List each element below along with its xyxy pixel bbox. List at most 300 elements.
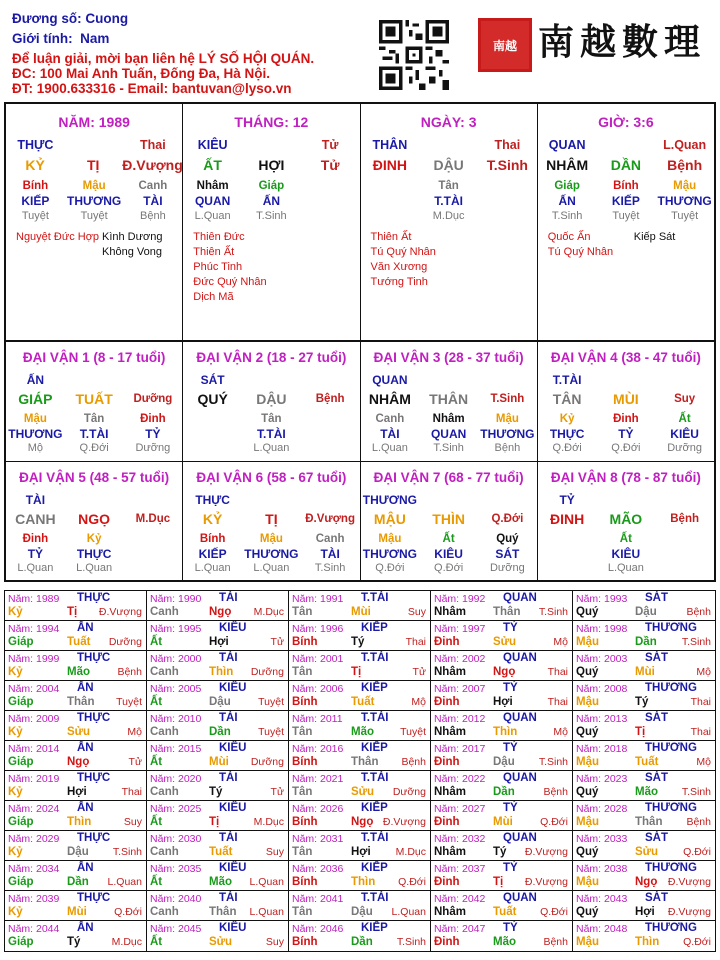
hidden-stem: Ất	[619, 533, 632, 545]
year-phase: Suy	[123, 816, 142, 828]
year-phase: T.Sinh	[538, 606, 568, 618]
dai-van-phase: T.Sinh	[490, 393, 525, 405]
year-stem: Quý	[576, 726, 599, 738]
year-label: Năm: 2006	[292, 683, 344, 695]
dai-van-phase: Dưỡng	[133, 393, 173, 405]
year-phase: Suy	[265, 846, 284, 858]
year-cell	[431, 831, 573, 861]
hidden-stem: Mậu	[259, 533, 283, 545]
pillar-r4-row	[6, 194, 182, 208]
pillar-title: NGÀY: 3	[420, 114, 477, 130]
note-star: Thiên Ất	[193, 246, 235, 258]
dai-van-2	[183, 342, 360, 461]
year-branch: Dần	[351, 936, 373, 948]
year-stem: Mậu	[576, 696, 599, 708]
year-cell	[5, 681, 147, 711]
year-cell	[289, 921, 431, 951]
year-phase: Dưỡng	[108, 636, 142, 648]
year-cell	[289, 861, 431, 891]
dai-van-title: ĐẠI VẬN 2 (18 - 27 tuổi)	[196, 350, 347, 365]
year-cell	[147, 591, 289, 621]
year-cell	[289, 891, 431, 921]
year-cell	[573, 651, 715, 681]
year-god: QUAN	[503, 712, 537, 724]
year-branch: Hợi	[635, 906, 655, 918]
note-star: Kiếp Sát	[633, 231, 676, 243]
hidden-god: THƯƠNG	[362, 547, 417, 561]
year-god: T.TÀI	[361, 592, 389, 604]
year-branch: Sửu	[493, 636, 517, 648]
year-cell	[147, 621, 289, 651]
pillar-cell: THƯƠNG	[67, 194, 122, 208]
pillar-r5-row	[183, 210, 359, 222]
year-god: ẤN	[77, 862, 94, 874]
year-stem: Nhâm	[434, 666, 466, 678]
pillar-cell: Bệnh	[140, 210, 166, 222]
year-label: Năm: 2037	[434, 863, 486, 875]
dai-van-hidden-row	[6, 413, 182, 425]
hidden-phase: L.Quan	[76, 562, 113, 574]
year-label: Năm: 2036	[292, 863, 344, 875]
year-cell	[289, 801, 431, 831]
pillar-title: NĂM: 1989	[58, 114, 130, 130]
year-god: SÁT	[645, 892, 668, 904]
year-god: QUAN	[503, 772, 537, 784]
year-cell	[147, 861, 289, 891]
pillar-r4-row	[361, 194, 537, 208]
pillar-cell: T.Sinh	[551, 210, 583, 222]
pillar-cell: L.Quan	[663, 138, 707, 152]
pillar-cell: TÀI	[143, 194, 163, 208]
hidden-phase: T.Sinh	[314, 562, 346, 574]
hidden-phase: L.Quan	[371, 442, 408, 454]
pillar-cell: Thai	[140, 138, 166, 152]
year-stem: Kỷ	[8, 906, 23, 918]
year-branch: Sửu	[209, 936, 233, 948]
year-god: TỶ	[503, 862, 518, 874]
year-stem: Canh	[150, 786, 179, 798]
note-line	[16, 245, 176, 260]
pillar-cell: ẤT	[203, 157, 222, 173]
gender	[12, 30, 109, 47]
year-god: QUAN	[503, 652, 537, 664]
dai-van-phase-row	[361, 442, 537, 454]
year-stem: Canh	[150, 606, 179, 618]
year-god: KIÊU	[219, 862, 247, 874]
hidden-phase: Q.Đới	[611, 442, 641, 454]
pillar-cell: Tử	[320, 157, 340, 173]
year-stem: Bính	[292, 936, 318, 948]
year-god: TÀI	[219, 592, 238, 604]
year-god: ẤN	[77, 922, 94, 934]
year-label: Năm: 2021	[292, 773, 344, 785]
year-stem: Ất	[150, 696, 163, 708]
year-branch: Mùi	[209, 756, 229, 768]
year-label: Năm: 2019	[8, 773, 60, 785]
dai-van-branch: THÂN	[429, 391, 469, 407]
dai-van-phase-row	[183, 562, 359, 574]
dai-van-hidden-row	[361, 533, 537, 545]
year-god: T.TÀI	[361, 712, 389, 724]
qr-code-icon	[379, 20, 449, 90]
dai-van-phase: Q.Đới	[491, 513, 524, 525]
note-star: Đức Quý Nhân	[193, 276, 267, 288]
year-branch: Ngọ	[635, 876, 658, 888]
dai-van-title: ĐẠI VẬN 8 (78 - 87 tuổi)	[550, 470, 701, 485]
year-stem: Kỷ	[8, 846, 23, 858]
year-phase: L.Quan	[249, 906, 284, 918]
hidden-god: TỶ	[145, 427, 161, 441]
year-label: Năm: 2026	[292, 803, 344, 815]
dai-van-3	[361, 342, 538, 461]
year-god: THƯƠNG	[645, 682, 697, 694]
year-cell	[147, 711, 289, 741]
pillar-1	[6, 104, 183, 340]
hidden-phase: T.Sinh	[433, 442, 464, 454]
dai-van-god: TÀI	[25, 493, 46, 507]
year-branch: Mão	[493, 936, 516, 948]
year-cell	[5, 771, 147, 801]
year-god: THỰC	[77, 652, 111, 664]
dai-van-gods-row	[6, 427, 182, 441]
pillar-r5-row	[538, 210, 714, 222]
brand-logo: 南越數理	[538, 21, 707, 63]
year-label: Năm: 2033	[576, 833, 628, 845]
note-line	[193, 230, 353, 245]
dai-van-pillar-row	[6, 391, 182, 407]
year-god: ẤN	[77, 682, 94, 694]
dai-van-branch: MÙI	[613, 391, 639, 407]
year-god: SÁT	[645, 772, 668, 784]
year-cell	[431, 741, 573, 771]
pillar-r3-row	[538, 180, 714, 192]
year-cell	[431, 621, 573, 651]
year-stem: Giáp	[8, 936, 34, 948]
dai-van-branch: MÃO	[609, 511, 643, 527]
year-phase: Thai	[690, 726, 711, 738]
hidden-stem: Đinh	[613, 413, 639, 425]
dai-van-phase: Suy	[674, 393, 696, 405]
year-god: KIÊU	[219, 682, 247, 694]
year-label: Năm: 2027	[434, 803, 486, 815]
dai-van-stem: GIÁP	[18, 391, 53, 407]
year-branch: Mão	[67, 666, 90, 678]
note-star: Nguyệt Đức Hợp	[16, 231, 100, 243]
year-cell	[431, 891, 573, 921]
pillar-cell: Mậu	[82, 180, 106, 192]
year-label: Năm: 1997	[434, 623, 486, 635]
year-branch: Hợi	[67, 786, 87, 798]
year-label: Năm: 2041	[292, 893, 344, 905]
year-god: KIẾP	[361, 682, 388, 694]
year-god: ẤN	[77, 742, 94, 754]
year-god: THƯƠNG	[645, 802, 697, 814]
year-god: TÀI	[219, 892, 238, 904]
dai-van-gods-row	[6, 547, 182, 561]
year-stem: Đinh	[434, 756, 460, 768]
hidden-god: TÀI	[320, 547, 340, 561]
year-god: THỰC	[77, 712, 111, 724]
pillar-notes	[16, 230, 176, 260]
pillar-notes	[548, 230, 708, 260]
year-cell	[573, 591, 715, 621]
year-god: QUAN	[503, 832, 537, 844]
year-branch: Mùi	[635, 666, 655, 678]
year-phase: Q.Đới	[114, 906, 142, 918]
year-cell	[431, 861, 573, 891]
hidden-god: T.TÀI	[257, 427, 286, 441]
year-label: Năm: 2031	[292, 833, 344, 845]
year-label: Năm: 2025	[150, 803, 202, 815]
year-phase: Bệnh	[401, 756, 426, 768]
year-phase: Q.Đới	[540, 816, 568, 828]
year-branch: Hợi	[493, 696, 513, 708]
dai-van-pillar-row	[183, 511, 359, 527]
dai-van-phase-row	[361, 562, 537, 574]
year-branch: Sửu	[67, 726, 91, 738]
year-cell	[147, 831, 289, 861]
pillar-2	[183, 104, 360, 340]
dai-van-phase-row	[6, 562, 182, 574]
dai-van-gods-row	[361, 547, 537, 561]
dai-van-pillar-row	[6, 511, 182, 527]
year-god: TỶ	[503, 682, 518, 694]
pillar-cell: Bính	[22, 180, 49, 192]
year-stem: Nhâm	[434, 846, 466, 858]
note-line	[548, 245, 708, 260]
hidden-god: KIÊU	[434, 547, 463, 561]
year-stem: Quý	[576, 606, 599, 618]
pillar-cell: THỰC	[17, 138, 54, 152]
year-god: KIẾP	[361, 742, 388, 754]
year-cell	[431, 921, 573, 951]
dai-van-god: THƯƠNG	[362, 493, 417, 507]
year-stem: Canh	[150, 666, 179, 678]
gender-label: Giới tính:	[12, 31, 73, 46]
annual-years-grid	[4, 590, 716, 952]
dai-van-phase-row	[538, 442, 714, 454]
year-stem: Kỷ	[8, 726, 23, 738]
year-god: THỰC	[77, 892, 111, 904]
pillar-cell: DẦN	[610, 157, 642, 173]
dai-van-row-1	[6, 342, 714, 462]
year-cell	[147, 651, 289, 681]
year-phase: Tử	[412, 666, 426, 678]
dai-van-god: TỶ	[559, 493, 575, 507]
year-god: SÁT	[645, 832, 668, 844]
dai-van-stem: QUÝ	[197, 391, 228, 407]
year-branch: Tý	[493, 846, 507, 858]
dai-van-title: ĐẠI VẬN 7 (68 - 77 tuổi)	[373, 470, 524, 485]
hidden-phase: L.Quan	[253, 442, 290, 454]
year-label: Năm: 2039	[8, 893, 60, 905]
dai-van-god-row	[538, 493, 714, 507]
year-stem: Bính	[292, 816, 318, 828]
hidden-stem: Kỷ	[559, 413, 575, 425]
year-label: Năm: 2048	[576, 923, 628, 935]
year-branch: Mùi	[351, 606, 371, 618]
year-phase: Q.Đới	[540, 906, 568, 918]
note-star: Tướng Tinh	[370, 276, 428, 288]
year-stem: Giáp	[8, 636, 34, 648]
dai-van-5	[6, 462, 183, 582]
year-label: Năm: 1994	[8, 623, 60, 635]
hidden-god: THƯƠNG	[480, 427, 535, 441]
note-line	[16, 230, 176, 245]
hidden-stem: Mậu	[495, 413, 519, 425]
dai-van-phase: Đ.Vượng	[305, 513, 355, 525]
year-label: Năm: 2001	[292, 653, 344, 665]
year-stem: Đinh	[434, 936, 460, 948]
year-cell	[147, 891, 289, 921]
year-label: Năm: 2003	[576, 653, 628, 665]
hidden-phase: Q.Đới	[375, 562, 405, 574]
year-cell	[573, 711, 715, 741]
pillar-r1-row	[538, 138, 714, 152]
year-label: Năm: 2024	[8, 803, 60, 815]
dai-van-god-row	[361, 373, 537, 387]
hidden-stem: Ất	[442, 533, 455, 545]
year-label: Năm: 2029	[8, 833, 60, 845]
year-phase: Bệnh	[543, 786, 568, 798]
year-phase: Đ.Vượng	[98, 606, 142, 618]
year-cell	[147, 741, 289, 771]
hidden-god: KIÊU	[670, 427, 699, 441]
year-branch: Tuất	[67, 636, 91, 648]
pillar-r4-row	[183, 194, 359, 208]
year-label: Năm: 2038	[576, 863, 628, 875]
year-stem: Bính	[292, 756, 318, 768]
hidden-phase: L.Quan	[607, 562, 644, 574]
note-star: Không Vong	[102, 246, 162, 258]
seal-text: 南越	[492, 38, 517, 53]
year-phase: Thai	[121, 786, 142, 798]
hidden-stem: Tân	[83, 413, 105, 425]
year-phase: Dưỡng	[392, 786, 426, 798]
year-phase: Thai	[405, 636, 426, 648]
pillar-4	[538, 104, 714, 340]
year-branch: Sửu	[351, 786, 375, 798]
year-phase: Q.Đới	[398, 876, 426, 888]
dai-van-god-row	[538, 373, 714, 387]
year-stem: Quý	[576, 906, 599, 918]
dai-van-god: T.TÀI	[552, 373, 582, 387]
year-phase: Đ.Vượng	[382, 816, 426, 828]
year-branch: Thân	[351, 756, 379, 768]
pillars-row	[6, 104, 714, 342]
pillar-r1-row	[361, 138, 537, 152]
year-branch: Dần	[635, 636, 657, 648]
year-phase: L.Quan	[107, 876, 142, 888]
year-stem: Mậu	[576, 636, 599, 648]
year-branch: Dậu	[493, 756, 515, 768]
pillar-cell: Giáp	[258, 180, 285, 192]
header	[0, 0, 720, 100]
hidden-phase: Q.Đới	[552, 442, 582, 454]
dai-van-gods-row	[538, 427, 714, 441]
year-phase: Mộ	[127, 726, 142, 738]
year-label: Năm: 2002	[434, 653, 486, 665]
year-god: THỰC	[77, 592, 111, 604]
dai-van-pillar-row	[361, 511, 537, 527]
year-stem: Đinh	[434, 696, 460, 708]
year-stem: Bính	[292, 636, 318, 648]
year-cell	[5, 831, 147, 861]
dai-van-branch: NGỌ	[78, 511, 111, 527]
note-line	[193, 290, 353, 305]
year-phase: L.Quan	[249, 876, 284, 888]
dai-van-phase-row	[183, 442, 359, 454]
year-branch: Tý	[351, 636, 365, 648]
year-cell	[5, 891, 147, 921]
year-branch: Mão	[351, 726, 374, 738]
year-label: Năm: 2008	[576, 683, 628, 695]
year-cell	[573, 861, 715, 891]
dai-van-phase: Bệnh	[315, 393, 345, 405]
year-phase: Bệnh	[117, 666, 142, 678]
note-line	[193, 275, 353, 290]
hidden-god: SÁT	[495, 547, 520, 561]
dai-van-phase-row	[6, 442, 182, 454]
pillar-cell: Bệnh	[667, 157, 703, 173]
year-cell	[5, 921, 147, 951]
year-label: Năm: 1998	[576, 623, 628, 635]
year-branch: Dậu	[67, 846, 89, 858]
dai-van-gods-row	[183, 547, 359, 561]
dai-van-1	[6, 342, 183, 461]
year-branch: Tị	[351, 666, 362, 678]
year-god: THƯƠNG	[645, 622, 697, 634]
year-god: SÁT	[645, 592, 668, 604]
year-god: T.TÀI	[361, 832, 389, 844]
year-god: KIẾP	[361, 922, 388, 934]
year-god: KIÊU	[219, 622, 247, 634]
pillar-cell: T.Sinh	[486, 157, 528, 173]
year-branch: Sửu	[635, 846, 659, 858]
year-branch: Thìn	[635, 936, 660, 948]
year-branch: Mùi	[67, 906, 87, 918]
year-label: Năm: 2005	[150, 683, 202, 695]
year-stem: Kỷ	[8, 786, 23, 798]
year-phase: Dưỡng	[250, 666, 284, 678]
year-stem: Ất	[150, 816, 163, 828]
year-stem: Canh	[150, 906, 179, 918]
year-cell	[289, 651, 431, 681]
hidden-phase: Q.Đới	[434, 562, 464, 574]
year-phase: Mộ	[553, 726, 568, 738]
year-god: SÁT	[645, 652, 668, 664]
note-star: Phúc Tinh	[193, 261, 243, 273]
year-cell	[431, 591, 573, 621]
dai-van-pillar-row	[538, 511, 714, 527]
year-stem: Giáp	[8, 876, 34, 888]
year-cell	[147, 801, 289, 831]
note-line	[548, 230, 708, 245]
year-phase: Mộ	[696, 756, 711, 768]
year-phase: Bệnh	[686, 816, 711, 828]
year-god: T.TÀI	[361, 892, 389, 904]
year-branch: Tuất	[493, 906, 517, 918]
hidden-god: TÀI	[380, 427, 400, 441]
year-branch: Tuất	[351, 696, 375, 708]
dai-van-god: SÁT	[200, 373, 225, 387]
year-label: Năm: 2042	[434, 893, 486, 905]
year-cell	[573, 891, 715, 921]
year-god: TỶ	[503, 742, 518, 754]
hidden-god: THƯƠNG	[244, 547, 299, 561]
year-label: Năm: 2018	[576, 743, 628, 755]
year-branch: Thân	[635, 816, 663, 828]
